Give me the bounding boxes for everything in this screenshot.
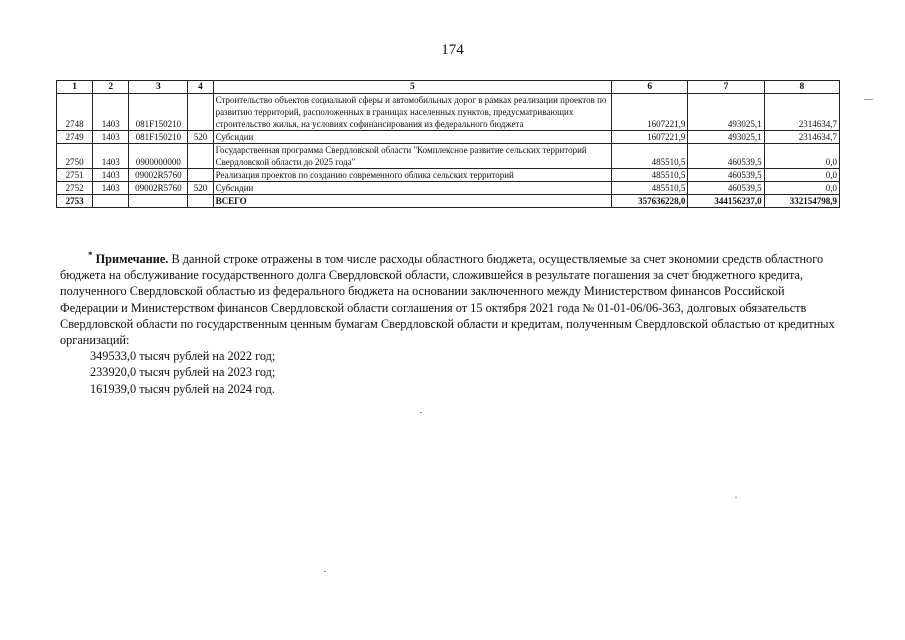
amount-col-6: 485510,5	[612, 144, 688, 169]
target-article-code: 09002R5760	[129, 169, 188, 182]
amount-col-6: 485510,5	[612, 182, 688, 195]
row-number: 2753	[57, 195, 93, 208]
total-label: ВСЕГО	[213, 195, 612, 208]
section-code: 1403	[93, 169, 129, 182]
item-name: Субсидии	[213, 182, 612, 195]
section-code: 1403	[93, 144, 129, 169]
row-number: 2750	[57, 144, 93, 169]
column-header: 7	[688, 81, 764, 94]
expense-type-code	[188, 144, 213, 169]
amount-col-8: 0,0	[764, 169, 839, 182]
target-article-code: 0900000000	[129, 144, 188, 169]
target-article-code: 081F150210	[129, 94, 188, 131]
column-header: 6	[612, 81, 688, 94]
table-row	[57, 182, 840, 195]
scan-speck	[864, 99, 873, 100]
row-number: 2748	[57, 94, 93, 131]
item-name: Государственная программа Свердловской области "Комплексное развитие сельских территорий Свердловской области до 2025 года"	[213, 144, 612, 169]
column-header: 8	[764, 81, 839, 94]
amount-col-8: 0,0	[764, 144, 839, 169]
section-code	[93, 195, 129, 208]
amount-col-7: 460539,5	[688, 169, 764, 182]
footnote-amount: 349533,0 тысяч рублей на 2022 год;	[90, 349, 276, 364]
total-col-8: 332154798,9	[764, 195, 839, 208]
expense-type-code: 520	[188, 131, 213, 144]
row-number: 2751	[57, 169, 93, 182]
expense-type-code	[188, 94, 213, 131]
scan-speck	[420, 412, 422, 413]
section-code: 1403	[93, 131, 129, 144]
amount-col-8: 0,0	[764, 182, 839, 195]
item-name: Реализация проектов по созданию современного облика сельских территорий	[213, 169, 612, 182]
footnote-amount: 233920,0 тысяч рублей на 2023 год;	[90, 365, 276, 380]
total-col-7: 344156237,0	[688, 195, 764, 208]
amount-col-8: 2314634,7	[764, 131, 839, 144]
amount-col-8: 2314634,7	[764, 94, 839, 131]
page-number: 174	[441, 42, 464, 58]
footnote-marker: *	[88, 250, 93, 260]
row-number: 2749	[57, 131, 93, 144]
footnote-text: В данной строке отражены в том числе расходы областного бюджета, осуществляемые за счет экономии средств областного бюджета на обслуживание государственного долга Свердловской области, сложившейся в результате погашения за счет бюджетного кредита, полученного Свердловской областью из федерального бюджета на основании заключенного между Министерством финансов Российской Федерации и Министерством финансов Свердловской области соглашения от 15 октября 2021 года № 01-01-06/06-363, долговых обязательств Свердловской области по государственным ценным бумагам Свердловской области и кредитам, полученным Свердловской областью от кредитных организаций:	[60, 252, 835, 348]
table-row	[57, 169, 840, 182]
total-row	[57, 195, 840, 208]
amount-col-6: 1607221,9	[612, 94, 688, 131]
table-row	[57, 144, 840, 169]
section-code: 1403	[93, 94, 129, 131]
amount-col-7: 460539,5	[688, 182, 764, 195]
amount-col-7: 460539,5	[688, 144, 764, 169]
table-row	[57, 131, 840, 144]
footnote-label: Примечание.	[95, 252, 169, 266]
budget-table	[56, 80, 840, 208]
amount-col-6: 485510,5	[612, 169, 688, 182]
footnote-paragraph	[60, 247, 840, 348]
target-article-code: 081F150210	[129, 131, 188, 144]
scan-speck	[324, 571, 326, 572]
expense-type-code: 520	[188, 182, 213, 195]
section-code: 1403	[93, 182, 129, 195]
column-header: 4	[188, 81, 213, 94]
target-article-code	[129, 195, 188, 208]
item-name: Строительство объектов социальной сферы и автомобильных дорог в рамках реализации проектов по развитию территорий, расположенных в границах населенных пунктов, предусматривающих строительство жилья, на условиях софинансирования из федерального бюджета	[213, 94, 612, 131]
row-number: 2752	[57, 182, 93, 195]
footnote	[60, 247, 840, 397]
amount-col-7: 493025,1	[688, 131, 764, 144]
column-header: 1	[57, 81, 93, 94]
table-header-row	[57, 81, 840, 94]
table-row	[57, 94, 840, 131]
total-col-6: 357636228,0	[612, 195, 688, 208]
expense-type-code	[188, 195, 213, 208]
target-article-code: 09002R5760	[129, 182, 188, 195]
scan-speck	[735, 497, 737, 498]
amount-col-7: 493025,1	[688, 94, 764, 131]
column-header: 5	[213, 81, 612, 94]
column-header: 2	[93, 81, 129, 94]
footnote-amount: 161939,0 тысяч рублей на 2024 год.	[90, 381, 276, 396]
amount-col-6: 1607221,9	[612, 131, 688, 144]
expense-type-code	[188, 169, 213, 182]
item-name: Субсидии	[213, 131, 612, 144]
column-header: 3	[129, 81, 188, 94]
